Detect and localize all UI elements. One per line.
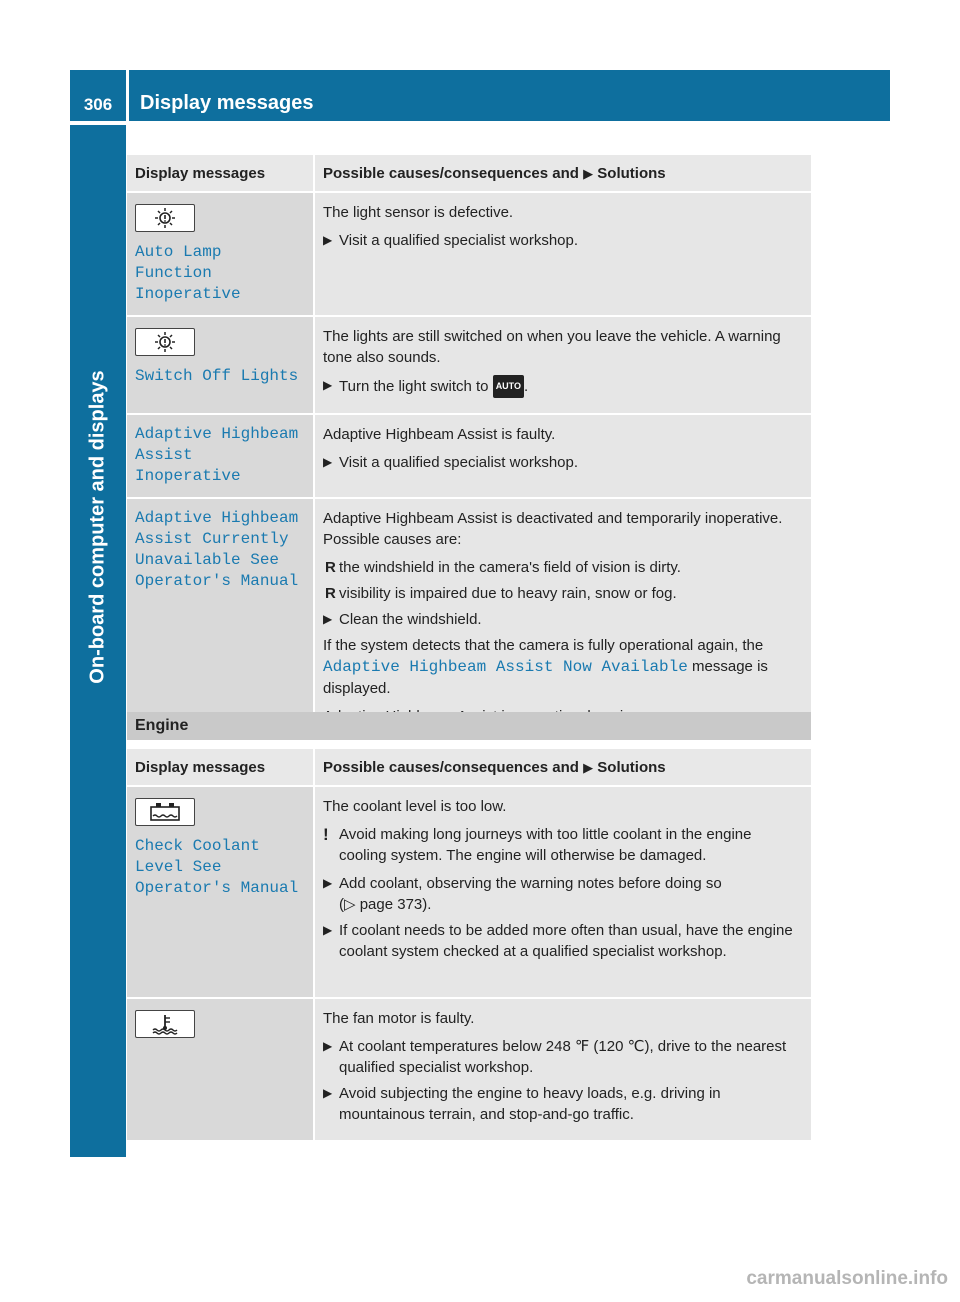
col-header-causes: Possible causes/consequences and ▶ Solutions	[314, 155, 811, 192]
message-cell	[127, 316, 314, 414]
table-row	[127, 192, 811, 316]
note-text: If the system detects that the camera is fully operational again, the Adaptive Highbeam Assist Now Available message is displayed.	[323, 637, 768, 697]
col-header-causes: Possible causes/consequences and ▶ Solutions	[314, 749, 811, 786]
causes-cell	[314, 192, 811, 316]
message-cell	[127, 998, 314, 1141]
causes-cell	[314, 498, 811, 738]
cause-bullet: R visibility is impaired due to heavy rain, snow or fog.	[325, 585, 677, 602]
watermark: carmanualsonline.info	[746, 1268, 948, 1289]
warning-icon: !	[323, 825, 329, 844]
light-sensor-icon	[135, 204, 195, 232]
display-message-text: Adaptive Highbeam Assist Currently Unavailable See Operator's Manual	[135, 509, 299, 590]
solution-step: ▶ Clean the windshield.	[323, 611, 482, 628]
action-arrow-icon: ▶	[583, 759, 594, 775]
coolant-level-icon	[135, 798, 195, 826]
solution-step: ▶ Avoid subjecting the engine to heavy loads, e.g. driving in mountainous terrain, and stop-and-go traffic.	[323, 1085, 721, 1123]
cause-text: The coolant level is too low.	[323, 798, 507, 815]
message-cell	[127, 498, 314, 738]
action-arrow-icon: ▶	[323, 1086, 333, 1100]
page-title: Display messages	[140, 92, 314, 114]
table-row	[127, 498, 811, 738]
display-message-text: Check Coolant Level See Operator's Manual	[135, 837, 299, 897]
solution-step: ▶ Visit a qualified specialist workshop.	[323, 454, 579, 471]
header-divider	[126, 70, 129, 121]
message-cell	[127, 786, 314, 998]
table-header-row	[127, 749, 811, 786]
warning-note: ! Avoid making long journeys with too little coolant in the engine cooling system. The engine will otherwise be damaged.	[323, 825, 752, 864]
causes-cell	[314, 414, 811, 498]
solution-step: ▶ Visit a qualified specialist workshop.	[323, 232, 579, 249]
action-arrow-icon: ▶	[323, 876, 333, 890]
solution-step: ▶ Add coolant, observing the warning notes before doing so (▷ page 373).	[323, 875, 722, 913]
display-message-text: Auto Lamp Function Inoperative	[135, 243, 241, 303]
cause-text: The light sensor is defective.	[323, 204, 514, 221]
action-arrow-icon: ▶	[323, 1039, 333, 1053]
message-cell	[127, 414, 314, 498]
cause-text: Adaptive Highbeam Assist is deactivated and temporarily inoperative. Possible causes are:	[323, 510, 783, 548]
solution-step: ▶ At coolant temperatures below 248 ℉ (120 ℃), drive to the nearest qualified specialist workshop.	[323, 1038, 787, 1076]
side-tab-label: On-board computer and displays	[86, 370, 109, 684]
display-message-text: Switch Off Lights	[135, 367, 299, 385]
cause-text: The lights are still switched on when you leave the vehicle. A warning tone also sounds.	[323, 328, 781, 366]
light-sensor-icon	[135, 328, 195, 356]
cause-bullet: R the windshield in the camera's field of vision is dirty.	[325, 559, 681, 576]
table-row	[127, 414, 811, 498]
coolant-temperature-icon	[135, 1010, 195, 1038]
action-arrow-icon: ▶	[323, 923, 333, 937]
action-arrow-icon: ▶	[323, 233, 333, 247]
engine-messages-table	[127, 749, 811, 1142]
auto-switch-icon: AUTO	[493, 375, 524, 398]
page-reference: (▷ page 373).	[339, 896, 432, 913]
action-arrow-icon: ▶	[583, 165, 594, 181]
page-number: 306	[83, 95, 113, 114]
table-row	[127, 316, 811, 414]
section-heading-engine: Engine	[127, 712, 811, 740]
action-arrow-icon: ▶	[323, 455, 333, 469]
solution-step: ▶ Turn the light switch to AUTO .	[323, 375, 803, 398]
table-row	[127, 998, 811, 1141]
cause-text: Adaptive Highbeam Assist is faulty.	[323, 426, 556, 443]
causes-cell	[314, 316, 811, 414]
col-header-messages: Display messages	[127, 749, 314, 786]
solution-step: ▶ If coolant needs to be added more often than usual, have the engine coolant system checked at a qualified specialist workshop.	[323, 922, 793, 960]
causes-cell	[314, 786, 811, 998]
action-arrow-icon: ▶	[323, 378, 333, 392]
table-header-row	[127, 155, 811, 192]
display-message-text: Adaptive Highbeam Assist Inoperative	[135, 425, 299, 485]
cause-text: The fan motor is faulty.	[323, 1010, 475, 1027]
display-messages-table	[127, 155, 811, 739]
message-cell	[127, 192, 314, 316]
causes-cell	[314, 998, 811, 1141]
action-arrow-icon: ▶	[323, 612, 333, 626]
table-row	[127, 786, 811, 998]
col-header-messages: Display messages	[127, 155, 314, 192]
